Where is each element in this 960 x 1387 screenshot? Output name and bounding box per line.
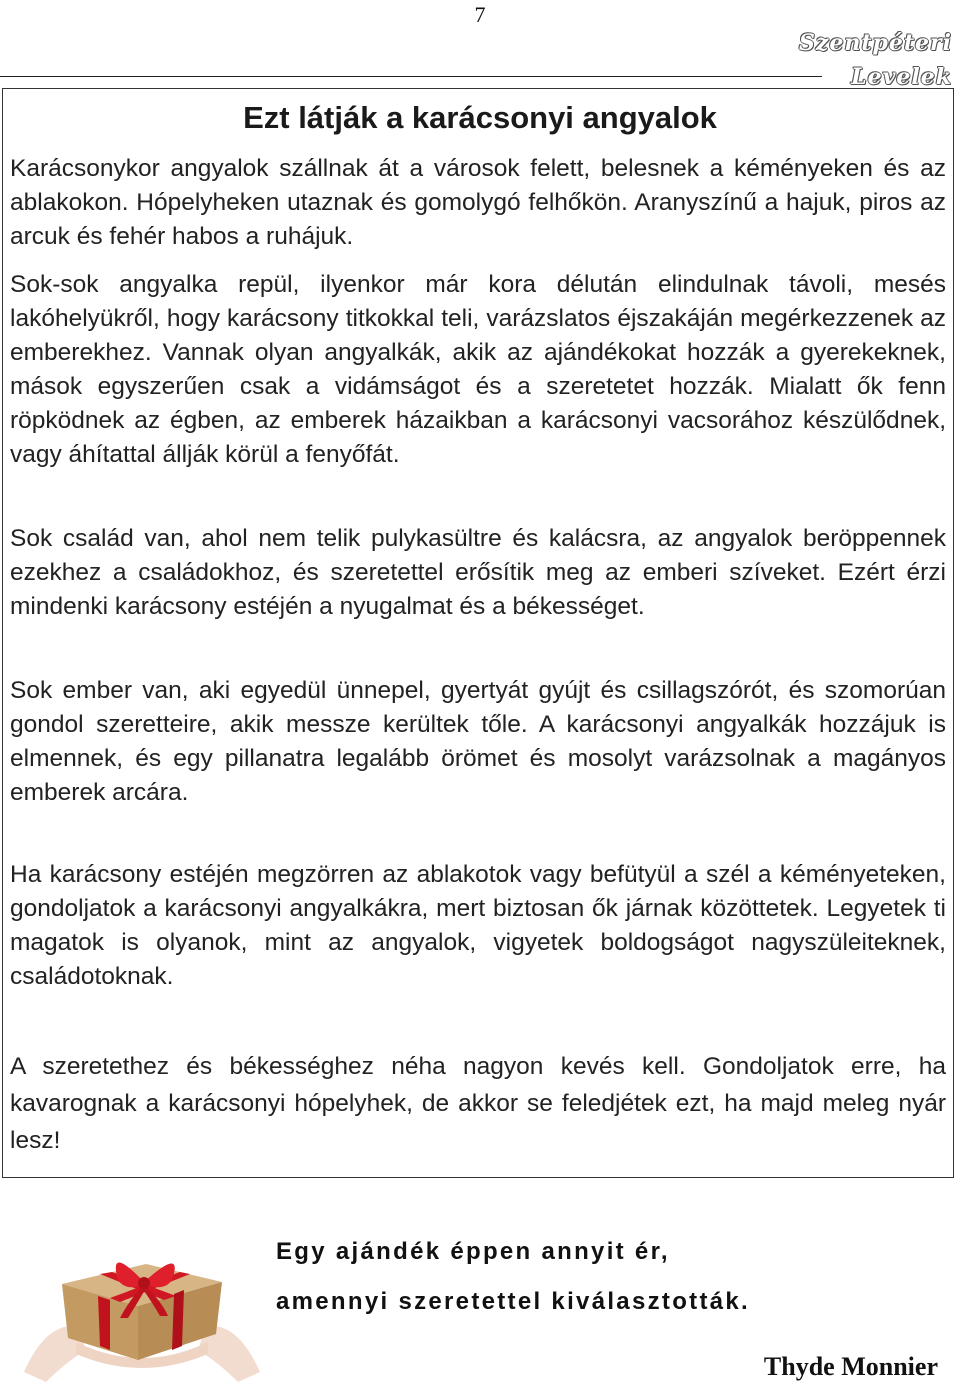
masthead-line-2: Levelek [851,64,952,90]
quote-author: Thyde Monnier [763,1352,938,1381]
quote-line-2: amennyi szeretettel kiválasztották. [276,1288,751,1315]
article-paragraph-2: Sok-sok angyalka repül, ilyenkor már kora délután elindulnak távoli, mesés lakóhelyükről, hogy karácsony titkokkal teli, varázslatos éjszakáján megérkezzenek az emberekhez. Vannak olyan angyalkák, akik az ajándékokat hozzák a gyerekeknek, mások egyszerűen csak a vidámságot és a szeretetet hozzák. Mialatt ők fenn röpködnek az égben, az emberek házaikban a karácsonyi vacsorához készülődnek, vagy áhítattal állják körül a fenyőfát. [10,271,946,468]
article-paragraph-3: Sok család van, ahol nem telik pulykasültre és kalácsra, az angyalok beröppennek ezekhez a családokhoz, és szeretettel erősítik meg az emberi szíveket. Ezért érzi mindenki karácsony estéjén a nyugalmat és a békességet. [10,525,946,620]
masthead-line-1: Szentpéteri [798,30,952,56]
page-number: 7 [474,2,486,27]
quote-line-1: Egy ajándék éppen annyit ér, [276,1238,670,1265]
article-paragraph-6: A szeretethez és békességhez néha nagyon kevés kell. Gondoljatok erre, ha kavarognak a karácsonyi hópelyhek, de akkor se feledjétek ezt, ha majd meleg nyár lesz! [10,1053,946,1154]
header-rule [0,76,822,77]
article-title: Ezt látják a karácsonyi angyalok [243,100,717,135]
gift-box-in-hands-icon [16,1222,268,1382]
article-paragraph-5: Ha karácsony estéjén megzörren az ablakotok vagy befütyül a szél a kéményeteken, gondoljatok a karácsonyi angyalkákra, mert biztosan ők járnak közöttetek. Legyetek ti magatok is olyanok, mint az angyalok, vigyetek boldogságot nagyszüleiteknek, családotoknak. [10,861,946,990]
masthead-logo [799,26,952,94]
article-paragraph-4: Sok ember van, aki egyedül ünnepel, gyertyát gyújt és csillagszórót, és szomorúan gondol szeretteire, akik messze kerültek tőle. A karácsonyi angyalkák hozzájuk is elmennek, és egy pillanatra legalább örömet és mosolyt varázsolnak a magányos emberek arcára. [10,677,946,806]
article-paragraph-1: Karácsonykor angyalok szállnak át a városok felett, belesnek a kéményeken és az ablakokon. Hópelyheken utaznak és gomolygó felhőkön. Aranyszínű a hajuk, piros az arcuk és fehér habos a ruhájuk. [10,155,946,250]
